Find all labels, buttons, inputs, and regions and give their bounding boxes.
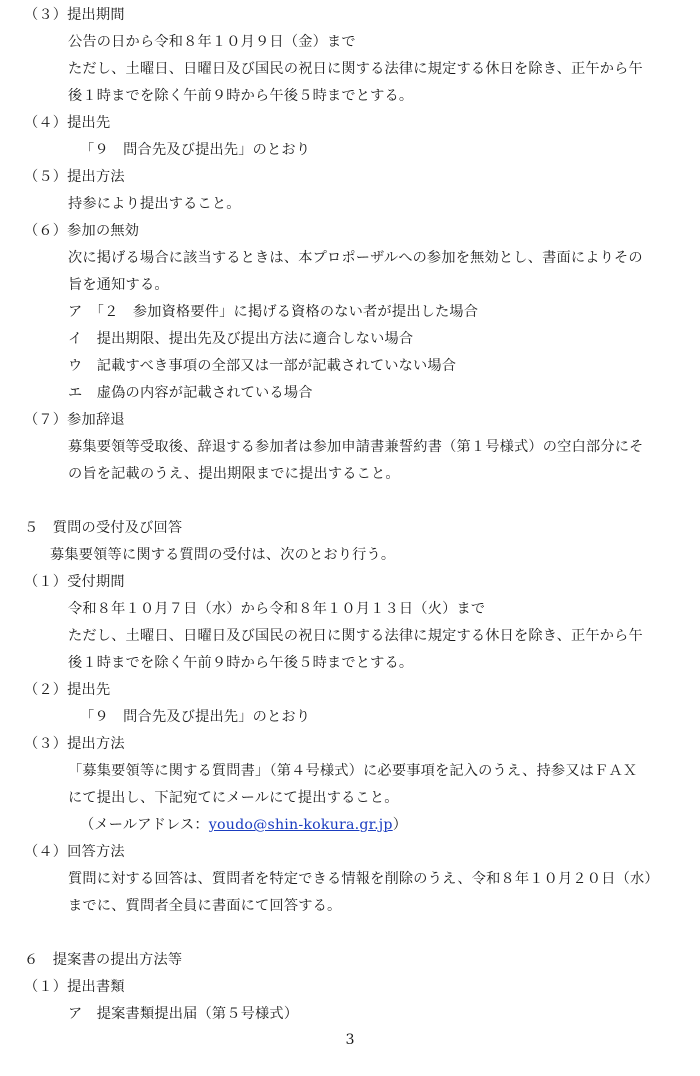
email-link[interactable]: youdo@shin-kokura.gr.jp (208, 817, 393, 833)
section-5-1-line-1: 令和８年１０月７日（水）から令和８年１０月１３日（火）まで (68, 601, 486, 617)
mail-suffix: ） (392, 817, 408, 833)
mail-prefix: （メールアドレス： (80, 817, 209, 833)
section-4-6-case-a: ア 「２ 参加資格要件」に掲げる資格のない者が提出した場合 (68, 304, 479, 320)
section-4-5-heading: （５）提出方法 (24, 169, 125, 185)
section-4-6-case-u: ウ 記載すべき事項の全部又は一部が記載されていない場合 (68, 358, 457, 374)
section-4-6-line-1: 次に掲げる場合に該当するときは、本プロポーザルへの参加を無効とし、書面によりその (68, 250, 643, 266)
section-5-2-heading: （２）提出先 (24, 682, 111, 698)
section-4-6-case-i: イ 提出期限、提出先及び提出方法に適合しない場合 (68, 331, 414, 347)
section-4-4-heading: （４）提出先 (24, 115, 111, 131)
section-4-6-heading: （６）参加の無効 (24, 223, 140, 239)
section-4-7-line-1: 募集要領等受取後、辞退する参加者は参加申請書兼誓約書（第１号様式）の空白部分にそ (68, 439, 644, 455)
section-5-1-heading: （１）受付期間 (24, 574, 125, 590)
section-4-3-heading: （３）提出期間 (24, 7, 125, 23)
document-page (0, 2, 700, 1028)
section-5-4-heading: （４）回答方法 (24, 844, 125, 860)
section-4-7-heading: （７）参加辞退 (24, 412, 125, 428)
section-6-1-line-1: ア 提案書類提出届（第５号様式） (68, 1006, 299, 1022)
section-4-6-case-e: エ 虚偽の内容が記載されている場合 (68, 385, 313, 401)
section-5-2-line-1: 「９ 問合先及び提出先」のとおり (80, 709, 311, 725)
section-4-5-line-1: 持参により提出すること。 (68, 196, 241, 212)
section-5-4-line-2: までに、質問者全員に書面にて回答する。 (68, 898, 342, 914)
section-5-3-mail-line (0, 812, 700, 839)
section-5-intro: 募集要領等に関する質問の受付は、次のとおり行う。 (50, 547, 396, 563)
section-4-4-line-1: 「９ 問合先及び提出先」のとおり (80, 142, 311, 158)
section-5-heading: ５ 質問の受付及び回答 (24, 520, 183, 536)
section-5-3-heading: （３）提出方法 (24, 736, 125, 752)
section-4-3-line-3: 後１時までを除く午前９時から午後５時までとする。 (68, 88, 414, 104)
page-number: 3 (345, 1032, 355, 1048)
section-5-1-line-3: 後１時までを除く午前９時から午後５時までとする。 (68, 655, 414, 671)
section-5-3-line-2: にて提出し、下記宛てにメールにて提出すること。 (68, 790, 399, 806)
section-6-heading: ６ 提案書の提出方法等 (24, 952, 183, 968)
section-6-1-heading: （１）提出書類 (24, 979, 125, 995)
spacer (0, 488, 700, 515)
section-4-6-line-2: 旨を通知する。 (68, 277, 169, 293)
spacer (0, 920, 700, 947)
section-4-3-line-1: 公告の日から令和８年１０月９日（金）まで (68, 34, 356, 50)
section-4-3-line-2: ただし、土曜日、日曜日及び国民の祝日に関する法律に規定する休日を除き、正午から午 (68, 61, 643, 77)
section-5-4-line-1: 質問に対する回答は、質問者を特定できる情報を削除のうえ、令和８年１０月２０日（水） (68, 871, 659, 887)
section-5-3-line-1: 「募集要領等に関する質問書」（第４号様式）に必要事項を記入のうえ、持参又はＦＡＸ (68, 763, 638, 779)
section-4-7-line-2: の旨を記載のうえ、提出期限までに提出すること。 (68, 466, 400, 482)
section-5-1-line-2: ただし、土曜日、日曜日及び国民の祝日に関する法律に規定する休日を除き、正午から午 (68, 628, 643, 644)
